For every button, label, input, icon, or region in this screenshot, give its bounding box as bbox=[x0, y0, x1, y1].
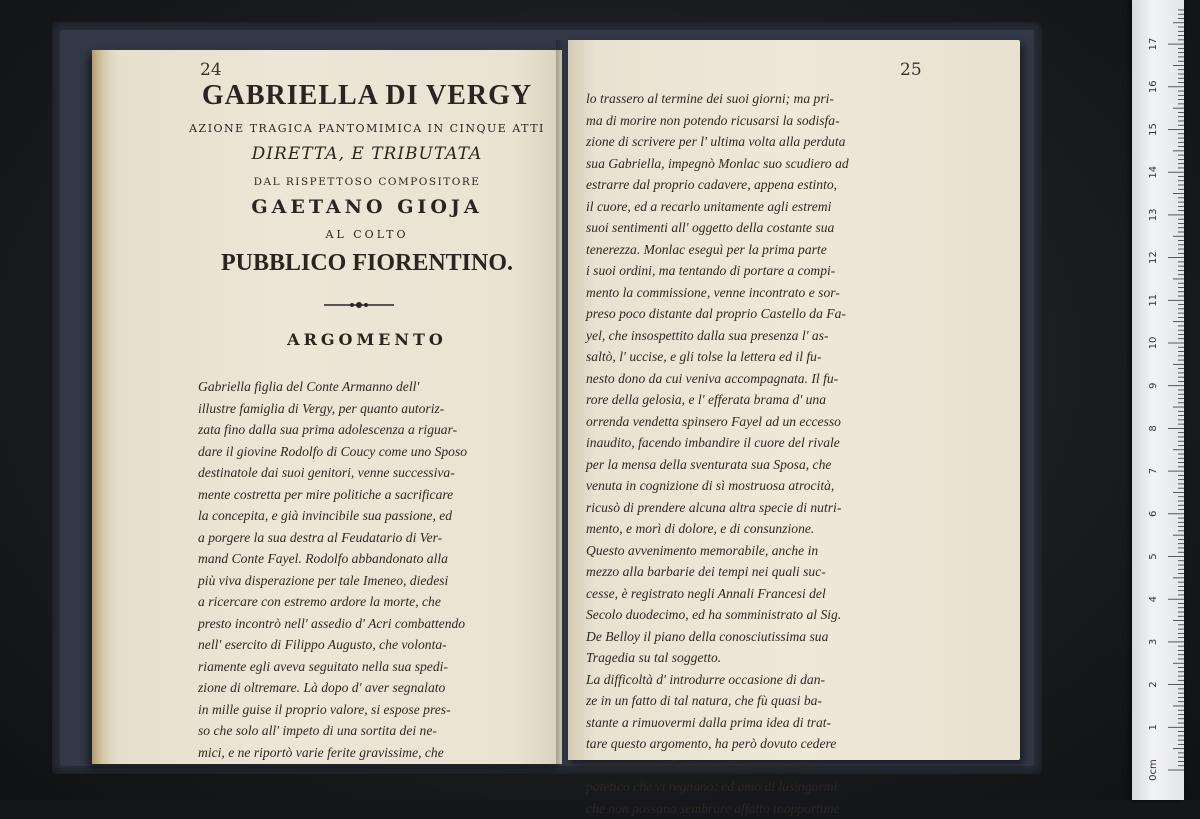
right-text-line: suoi sentimenti all' oggetto della costante sua bbox=[586, 217, 849, 239]
left-text-line: destinatole dai suoi genitori, venne successiva- bbox=[198, 462, 467, 484]
ruler-number: 16 bbox=[1148, 80, 1159, 93]
right-text-line: nesto dono da cui veniva accompagnata. Il fu- bbox=[586, 368, 849, 390]
right-text-line: il cuore, ed a recarlo unitamente agli estremi bbox=[586, 196, 849, 218]
right-text-line: mento la commissione, venne incontrato e sor- bbox=[586, 282, 849, 304]
right-text-line: cesse, è registrato negli Annali Francesi del bbox=[586, 583, 849, 605]
right-text-line: mento, e morì di dolore, e di consunzione. bbox=[586, 518, 849, 540]
ruler-number: 0cm bbox=[1148, 759, 1159, 781]
book-subtitle: AZIONE TRAGICA PANTOMIMICA IN CINQUE ATTI bbox=[172, 122, 562, 135]
left-text-line: a porgere la sua destra al Feudatario di Ver- bbox=[198, 527, 467, 549]
right-text-line: orrenda vendetta spinsero Fayel ad un eccesso bbox=[586, 411, 849, 433]
ruler-number: 9 bbox=[1148, 383, 1159, 389]
page-number-right: 25 bbox=[900, 60, 922, 80]
left-text-line: Gabriella figlia del Conte Armanno dell' bbox=[198, 376, 467, 398]
right-text-line: che non possano sembrare affatto inopportune bbox=[586, 798, 849, 819]
left-text-line: zata fino dalla sua prima adolescenza a riguar- bbox=[198, 419, 467, 441]
left-text-line: in mille guise il proprio valore, si espose pres- bbox=[198, 699, 467, 721]
right-text-line: saltò, l' uccise, e gli tolse la lettera ed il fu- bbox=[586, 346, 849, 368]
left-text-line: mici, e ne riportò varie ferite gravissime, che bbox=[198, 742, 467, 764]
right-text-line: stante a rimuovermi dalla prima idea di trat- bbox=[586, 712, 849, 734]
left-text-line: a ricercare con estremo ardore la morte, che bbox=[198, 591, 467, 613]
left-text-line: riamente egli aveva seguitato nella sua spedi- bbox=[198, 656, 467, 678]
right-text-line: zione di scrivere per l' ultima volta alla perduta bbox=[586, 131, 849, 153]
right-text-line: rore della gelosia, e l' efferata brama d' una bbox=[586, 389, 849, 411]
right-text-line: dopo matura riflessione all' interesse, ed al bbox=[586, 755, 849, 777]
left-text-line: nell' esercito di Filippo Augusto, che volonta- bbox=[198, 634, 467, 656]
author-name: GAETANO GIOJA bbox=[172, 196, 562, 218]
left-text-line: presto incontrò nell' assedio d' Acri combattendo bbox=[198, 613, 467, 635]
right-text-line: patetico che vi regnano: ed amo di lusingarmi bbox=[586, 776, 849, 798]
ruler-number: 8 bbox=[1148, 425, 1159, 431]
right-page-text bbox=[586, 88, 849, 819]
right-text-line: Questo avvenimento memorabile, anche in bbox=[586, 540, 849, 562]
right-text-line: per la mensa della sventurata sua Sposa, che bbox=[586, 454, 849, 476]
right-text-line: La difficoltà d' introdurre occasione di dan- bbox=[586, 669, 849, 691]
right-text-line: Tragedia su tal soggetto. bbox=[586, 647, 849, 669]
right-text-line: i suoi ordini, ma tentando di portare a compi- bbox=[586, 260, 849, 282]
audience-line: PUBBLICO FIORENTINO. bbox=[172, 250, 562, 277]
measuring-ruler bbox=[1132, 0, 1184, 800]
right-text-line: preso poco distante dal proprio Castello da Fa- bbox=[586, 303, 849, 325]
right-text-line: venuta in cognizione di sì mostruosa atrocità, bbox=[586, 475, 849, 497]
ruler-number: 3 bbox=[1148, 639, 1159, 645]
ruler-scale bbox=[1132, 0, 1184, 800]
right-text-line: mezzo alla barbarie dei tempi nei quali suc- bbox=[586, 561, 849, 583]
ruler-number: 6 bbox=[1148, 511, 1159, 517]
right-text-line: ricusò di prendere alcuna altra specie di nutri- bbox=[586, 497, 849, 519]
right-text-line: tare questo argomento, ha però dovuto cedere bbox=[586, 733, 849, 755]
left-page bbox=[92, 50, 562, 764]
by-line: DAL RISPETTOSO COMPOSITORE bbox=[172, 176, 562, 188]
ruler-number: 5 bbox=[1148, 553, 1159, 559]
right-text-line: lo trassero al termine dei suoi giorni; ma pri- bbox=[586, 88, 849, 110]
right-page bbox=[568, 40, 1020, 760]
left-text-line: mand Conte Fayel. Rodolfo abbandonato alla bbox=[198, 548, 467, 570]
ruler-number: 1 bbox=[1148, 724, 1159, 730]
ruler-number: 4 bbox=[1148, 596, 1159, 602]
right-text-line: tenerezza. Monlac eseguì per la prima parte bbox=[586, 239, 849, 261]
left-text-line: più viva disperazione per tale Imeneo, diedesi bbox=[198, 570, 467, 592]
ruler-number: 14 bbox=[1148, 166, 1159, 179]
right-text-line: ma di morire non potendo ricusarsi la sodisfa- bbox=[586, 110, 849, 132]
ruler-number: 15 bbox=[1148, 123, 1159, 136]
page-number-left: 24 bbox=[200, 60, 222, 80]
right-text-line: yel, che insospettito dalla sua presenza l' as- bbox=[586, 325, 849, 347]
to-line: AL COLTO bbox=[172, 228, 562, 241]
right-text-line: estrarre dal proprio cadavere, appena estinto, bbox=[586, 174, 849, 196]
ruler-number: 12 bbox=[1148, 251, 1159, 264]
left-text-line: illustre famiglia di Vergy, per quanto autoriz- bbox=[198, 398, 467, 420]
right-text-line: inaudito, facendo imbandire il cuore del rivale bbox=[586, 432, 849, 454]
left-text-line: mente costretta per mire politiche a sacrificare bbox=[198, 484, 467, 506]
left-text-line: so che solo all' impeto di una sortita dei ne- bbox=[198, 720, 467, 742]
dedication-line: DIRETTA, E TRIBUTATA bbox=[172, 144, 562, 164]
left-text-line: dare il giovine Rodolfo di Coucy come uno Sposo bbox=[198, 441, 467, 463]
ruler-number: 2 bbox=[1148, 681, 1159, 687]
ruler-number: 11 bbox=[1148, 294, 1159, 307]
ruler-number: 13 bbox=[1148, 209, 1159, 222]
right-text-line: sua Gabriella, impegnò Monlac suo scudiero ad bbox=[586, 153, 849, 175]
right-text-line: ze in un fatto di tal natura, che fù quasi ba- bbox=[586, 690, 849, 712]
book-title: GABRIELLA DI VERGY bbox=[172, 80, 562, 112]
ornament-divider bbox=[324, 300, 394, 310]
left-text-line: zione di oltremare. Là dopo d' aver segnalato bbox=[198, 677, 467, 699]
left-page-text bbox=[198, 376, 467, 763]
right-text-line: De Belloy il piano della conosciutissima sua bbox=[586, 626, 849, 648]
ruler-number: 10 bbox=[1148, 337, 1159, 350]
left-text-line: la concepita, e già invincibile sua passione, ed bbox=[198, 505, 467, 527]
ruler-number: 7 bbox=[1148, 468, 1159, 474]
right-text-line: Secolo duodecimo, ed ha somministrato al Sig. bbox=[586, 604, 849, 626]
ruler-number: 17 bbox=[1148, 38, 1159, 51]
section-heading: ARGOMENTO bbox=[172, 330, 562, 349]
